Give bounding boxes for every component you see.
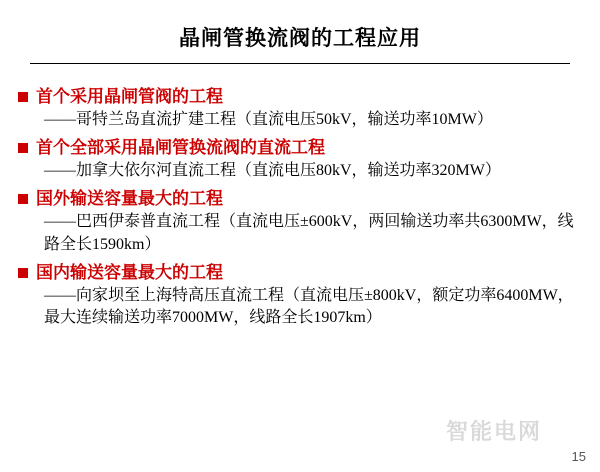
bullet-heading: 国外输送容量最大的工程 xyxy=(36,189,223,209)
bullet-heading-row xyxy=(18,188,586,210)
bullet-body: ——巴西伊泰普直流工程（直流电压±600kV，两回输送功率共6300MW，线路全长1590km） xyxy=(44,213,574,253)
watermark: 智能电网 xyxy=(445,419,542,444)
square-bullet-icon xyxy=(18,194,28,204)
page-title: 晶闸管换流阀的工程应用 xyxy=(179,27,421,50)
bullet-heading-row xyxy=(18,137,586,159)
square-bullet-icon xyxy=(18,143,28,153)
bullet-block xyxy=(18,137,586,182)
bullet-heading: 首个全部采用晶闸管换流阀的直流工程 xyxy=(36,138,325,158)
bullet-body: ——向家坝至上海特高压直流工程（直流电压±800kV，额定功率6400MW，最大连续输送功率7000MW，线路全长1907km） xyxy=(44,286,574,326)
title-divider xyxy=(30,63,570,64)
bullet-heading: 国内输送容量最大的工程 xyxy=(36,262,223,282)
bullet-block xyxy=(18,262,586,329)
bullet-block xyxy=(18,86,586,131)
bullet-body: ——哥特兰岛直流扩建工程（直流电压50kV，输送功率10MW） xyxy=(44,111,493,129)
square-bullet-icon xyxy=(18,92,28,102)
square-bullet-icon xyxy=(18,268,28,278)
bullet-block xyxy=(18,188,586,255)
slide xyxy=(0,22,600,472)
bullet-body: ——加拿大依尔河直流工程（直流电压80kV，输送功率320MW） xyxy=(44,162,501,180)
page-number: 15 xyxy=(571,449,586,464)
bullet-heading-row xyxy=(18,262,586,284)
bullet-heading-row xyxy=(18,86,586,108)
slide-content xyxy=(0,86,600,329)
bullet-heading: 首个采用晶闸管阀的工程 xyxy=(36,87,223,106)
